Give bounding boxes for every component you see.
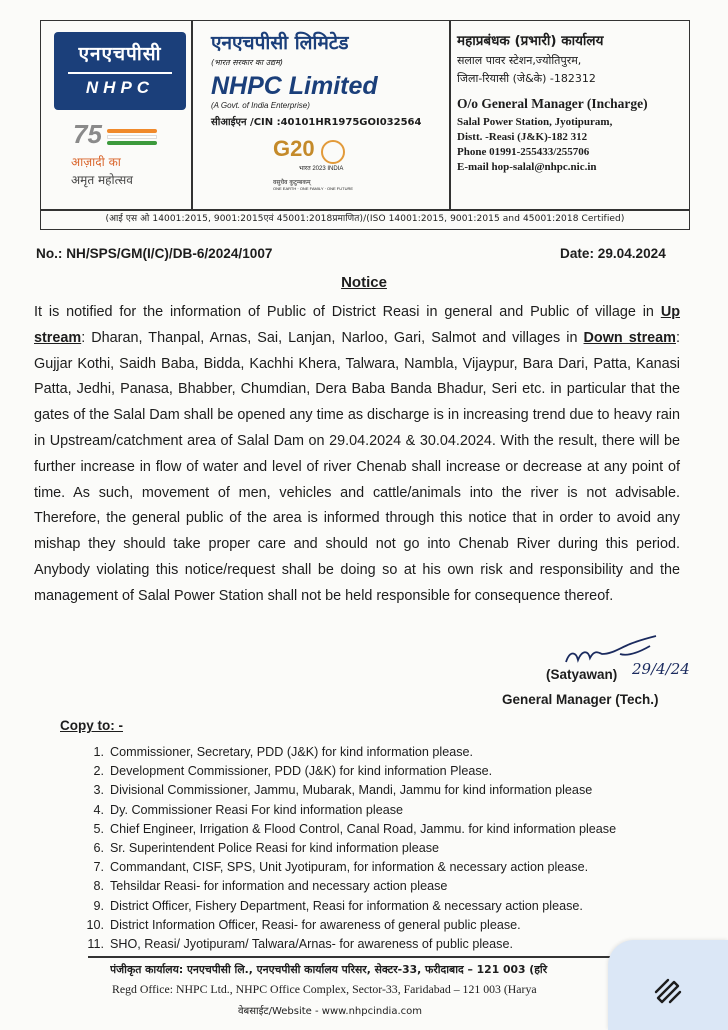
- g20-text: G20: [273, 136, 315, 161]
- azadi-75: 75: [73, 119, 102, 149]
- copy-to-item: [80, 918, 521, 932]
- pencil-edit-icon: [650, 972, 686, 1008]
- notice-body: [34, 300, 680, 610]
- copy-to-item: [80, 783, 592, 797]
- copy-to-item-text: Chief Engineer, Irrigation & Flood Control, Canal Road, Jammu. for kind information please: [110, 821, 617, 836]
- copy-to-item-number: 11.: [87, 937, 104, 951]
- notice-title: Notice: [341, 274, 387, 291]
- copy-to-item-number: 7.: [93, 860, 104, 875]
- copy-to-item-number: 6.: [93, 841, 104, 855]
- footer-regd-office: Regd Office: NHPC Ltd., NHPC Office Complex, Sector-33, Faridabad – 121 003 (Harya: [112, 982, 537, 996]
- upstream-label: Up stream: [34, 304, 680, 346]
- g20-globe-icon: [321, 140, 345, 164]
- azadi-ka-amrit-mahotsav-logo: [65, 119, 175, 189]
- office-phone: Phone 01991-255433/255706: [457, 146, 590, 158]
- logo-hindi: एनएचपीसी: [78, 43, 162, 65]
- handwritten-date: 29/4/24: [632, 660, 690, 678]
- copy-to-item-text: SHO, Reasi/ Jyotipuram/ Talwara/Arnas- for awareness of public please.: [110, 937, 513, 951]
- signatory-name: (Satyawan): [546, 667, 618, 682]
- copy-to-item-number: 9.: [93, 898, 104, 913]
- copy-to-item: [80, 803, 403, 817]
- copy-to-item: [80, 937, 513, 951]
- govt-enterprise-english: (A Govt. of India Enterprise): [211, 101, 310, 110]
- body-part-2: : Dharan, Thanpal, Arnas, Sai, Lanjan, Narloo, Gari, Salmot and villages in: [81, 329, 584, 346]
- nhpc-logo: [54, 32, 186, 110]
- company-name-block: [211, 29, 441, 191]
- body-part-3: : Gujjar Kothi, Saidh Baba, Bidda, Kachhi Khera, Talwara, Nambla, Vijaypur, Bara Dari, Patta, Kanasi Patta, Jedhi, Panasa, Bhabber, Chumdian, Dera Baba Banda Bhadur, Seri etc. in particular that the gates of the Salal Dam shall be opened any time as discharge is in increasing trend due to heavy rain in Upstream/catchment area of Salal Dam on 29.04.2024 & 30.04.2024. With the result, there will be further increase in flow of water and level of river Chenab shall increase or decrease at any point of time. As such, movement of men, vehicles and cattle/animals into the river is not advisable. Therefore, the general public of the area is informed through this notice that in order to avoid any mishap they should take proper care and should not go into Chenab River during this period. Anybody violating this notice/request shall be doing so at his own risk and responsibility and the management of Salal Power Station shall not be held responsible for consequence thereof.: [34, 329, 680, 604]
- notice-date: Date: 29.04.2024: [560, 246, 666, 261]
- copy-to-item-number: 1.: [93, 745, 104, 759]
- edit-button[interactable]: [608, 940, 728, 1030]
- copy-to-item-text: Divisional Commissioner, Jammu, Mubarak, Mandi, Jammu for kind information please: [110, 783, 593, 798]
- office-email: E-mail hop-salal@nhpc.nic.in: [457, 161, 597, 173]
- copy-to-item-number: 3.: [93, 783, 104, 798]
- copy-to-item: [80, 879, 447, 893]
- office-address-block: [457, 31, 687, 173]
- iso-certification: (आई एस ओ 14001:2015, 9001:2015एवं 45001:2018प्रमाणित)/(ISO 14001:2015, 9001:2015 and 45001:2018 Certified): [105, 214, 625, 224]
- copy-to-item: [80, 764, 492, 778]
- cin-number: सीआईएन /CIN :40101HR1975GOI032564: [211, 117, 422, 128]
- footer-hindi-office: पंजीकृत कार्यालय: एनएचपीसी लि., एनएचपीसी कार्यालय परिसर, सेक्टर-33, फरीदाबाद – 121 003 (हरि: [110, 963, 548, 976]
- letterhead: [40, 20, 690, 230]
- company-name-english: NHPC Limited: [211, 72, 378, 100]
- office-hindi-3: जिला-रियासी (जे&के) -182312: [457, 72, 596, 85]
- copy-to-item: [80, 860, 588, 874]
- azadi-text-2: अमृत महोत्सव: [71, 173, 133, 187]
- copy-to-item-text: Development Commissioner, PDD (J&K) for kind information Please.: [110, 764, 493, 779]
- company-name-hindi: एनएचपीसी लिमिटेड: [211, 32, 349, 54]
- copy-to-item-number: 8.: [93, 879, 104, 894]
- office-english-1: O/o General Manager (Incharge): [457, 96, 648, 111]
- copy-to-heading: Copy to: -: [60, 718, 123, 733]
- govt-enterprise-hindi: (भारत सरकार का उद्यम): [211, 58, 283, 67]
- copy-to-item: [80, 841, 439, 855]
- reference-number: No.: NH/SPS/GM(I/C)/DB-6/2024/1007: [36, 246, 273, 261]
- office-hindi-2: सलाल पावर स्टेशन,ज्योतिपुरम,: [457, 54, 582, 67]
- vasudhaiva: वसुधैव कुटुम्बकम्: [273, 178, 311, 186]
- copy-to-item-text: District Information Officer, Reasi- for awareness of general public please.: [110, 917, 521, 932]
- copy-to-item-text: Commandant, CISF, SPS, Unit Jyotipuram, for information & necessary action please.: [110, 860, 589, 875]
- signatory-designation: General Manager (Tech.): [502, 692, 659, 707]
- copy-to-item-text: District Officer, Fishery Department, Reasi for information & necessary action please.: [110, 898, 583, 913]
- copy-to-item-number: 5.: [93, 821, 104, 836]
- copy-to-item: [80, 899, 583, 913]
- logo-english: NHPC: [85, 78, 155, 97]
- g20-logo: [273, 136, 441, 191]
- copy-to-item-number: 10.: [86, 917, 104, 932]
- office-hindi-1: महाप्रबंधक (प्रभारी) कार्यालय: [457, 33, 604, 49]
- copy-to-item: [80, 745, 473, 759]
- copy-to-item-text: Dy. Commissioner Reasi For kind information please: [110, 802, 404, 817]
- downstream-label: Down stream: [583, 329, 676, 346]
- footer-website: वेबसाईट/Website - www.nhpcindia.com: [238, 1006, 422, 1017]
- vasudhaiva-english: ONE EARTH · ONE FAMILY · ONE FUTURE: [273, 185, 354, 191]
- body-part-1: It is notified for the information of Public of District Reasi in general and Public of village in: [34, 304, 661, 320]
- g20-sub: भारत 2023 INDIA: [299, 165, 344, 172]
- copy-to-item: [80, 822, 616, 836]
- office-english-2: Salal Power Station, Jyotipuram,: [457, 116, 613, 128]
- copy-to-item-number: 4.: [93, 802, 104, 817]
- copy-to-item-text: Sr. Superintendent Police Reasi for kind information please: [110, 841, 440, 855]
- office-english-3: Distt. -Reasi (J&K)-182 312: [457, 131, 588, 143]
- copy-to-item-text: Tehsildar Reasi- for information and necessary action please: [110, 879, 448, 894]
- azadi-text-1: आज़ादी का: [71, 155, 121, 169]
- copy-to-item-text: Commissioner, Secretary, PDD (J&K) for kind information please.: [110, 745, 474, 759]
- copy-to-item-number: 2.: [93, 764, 104, 779]
